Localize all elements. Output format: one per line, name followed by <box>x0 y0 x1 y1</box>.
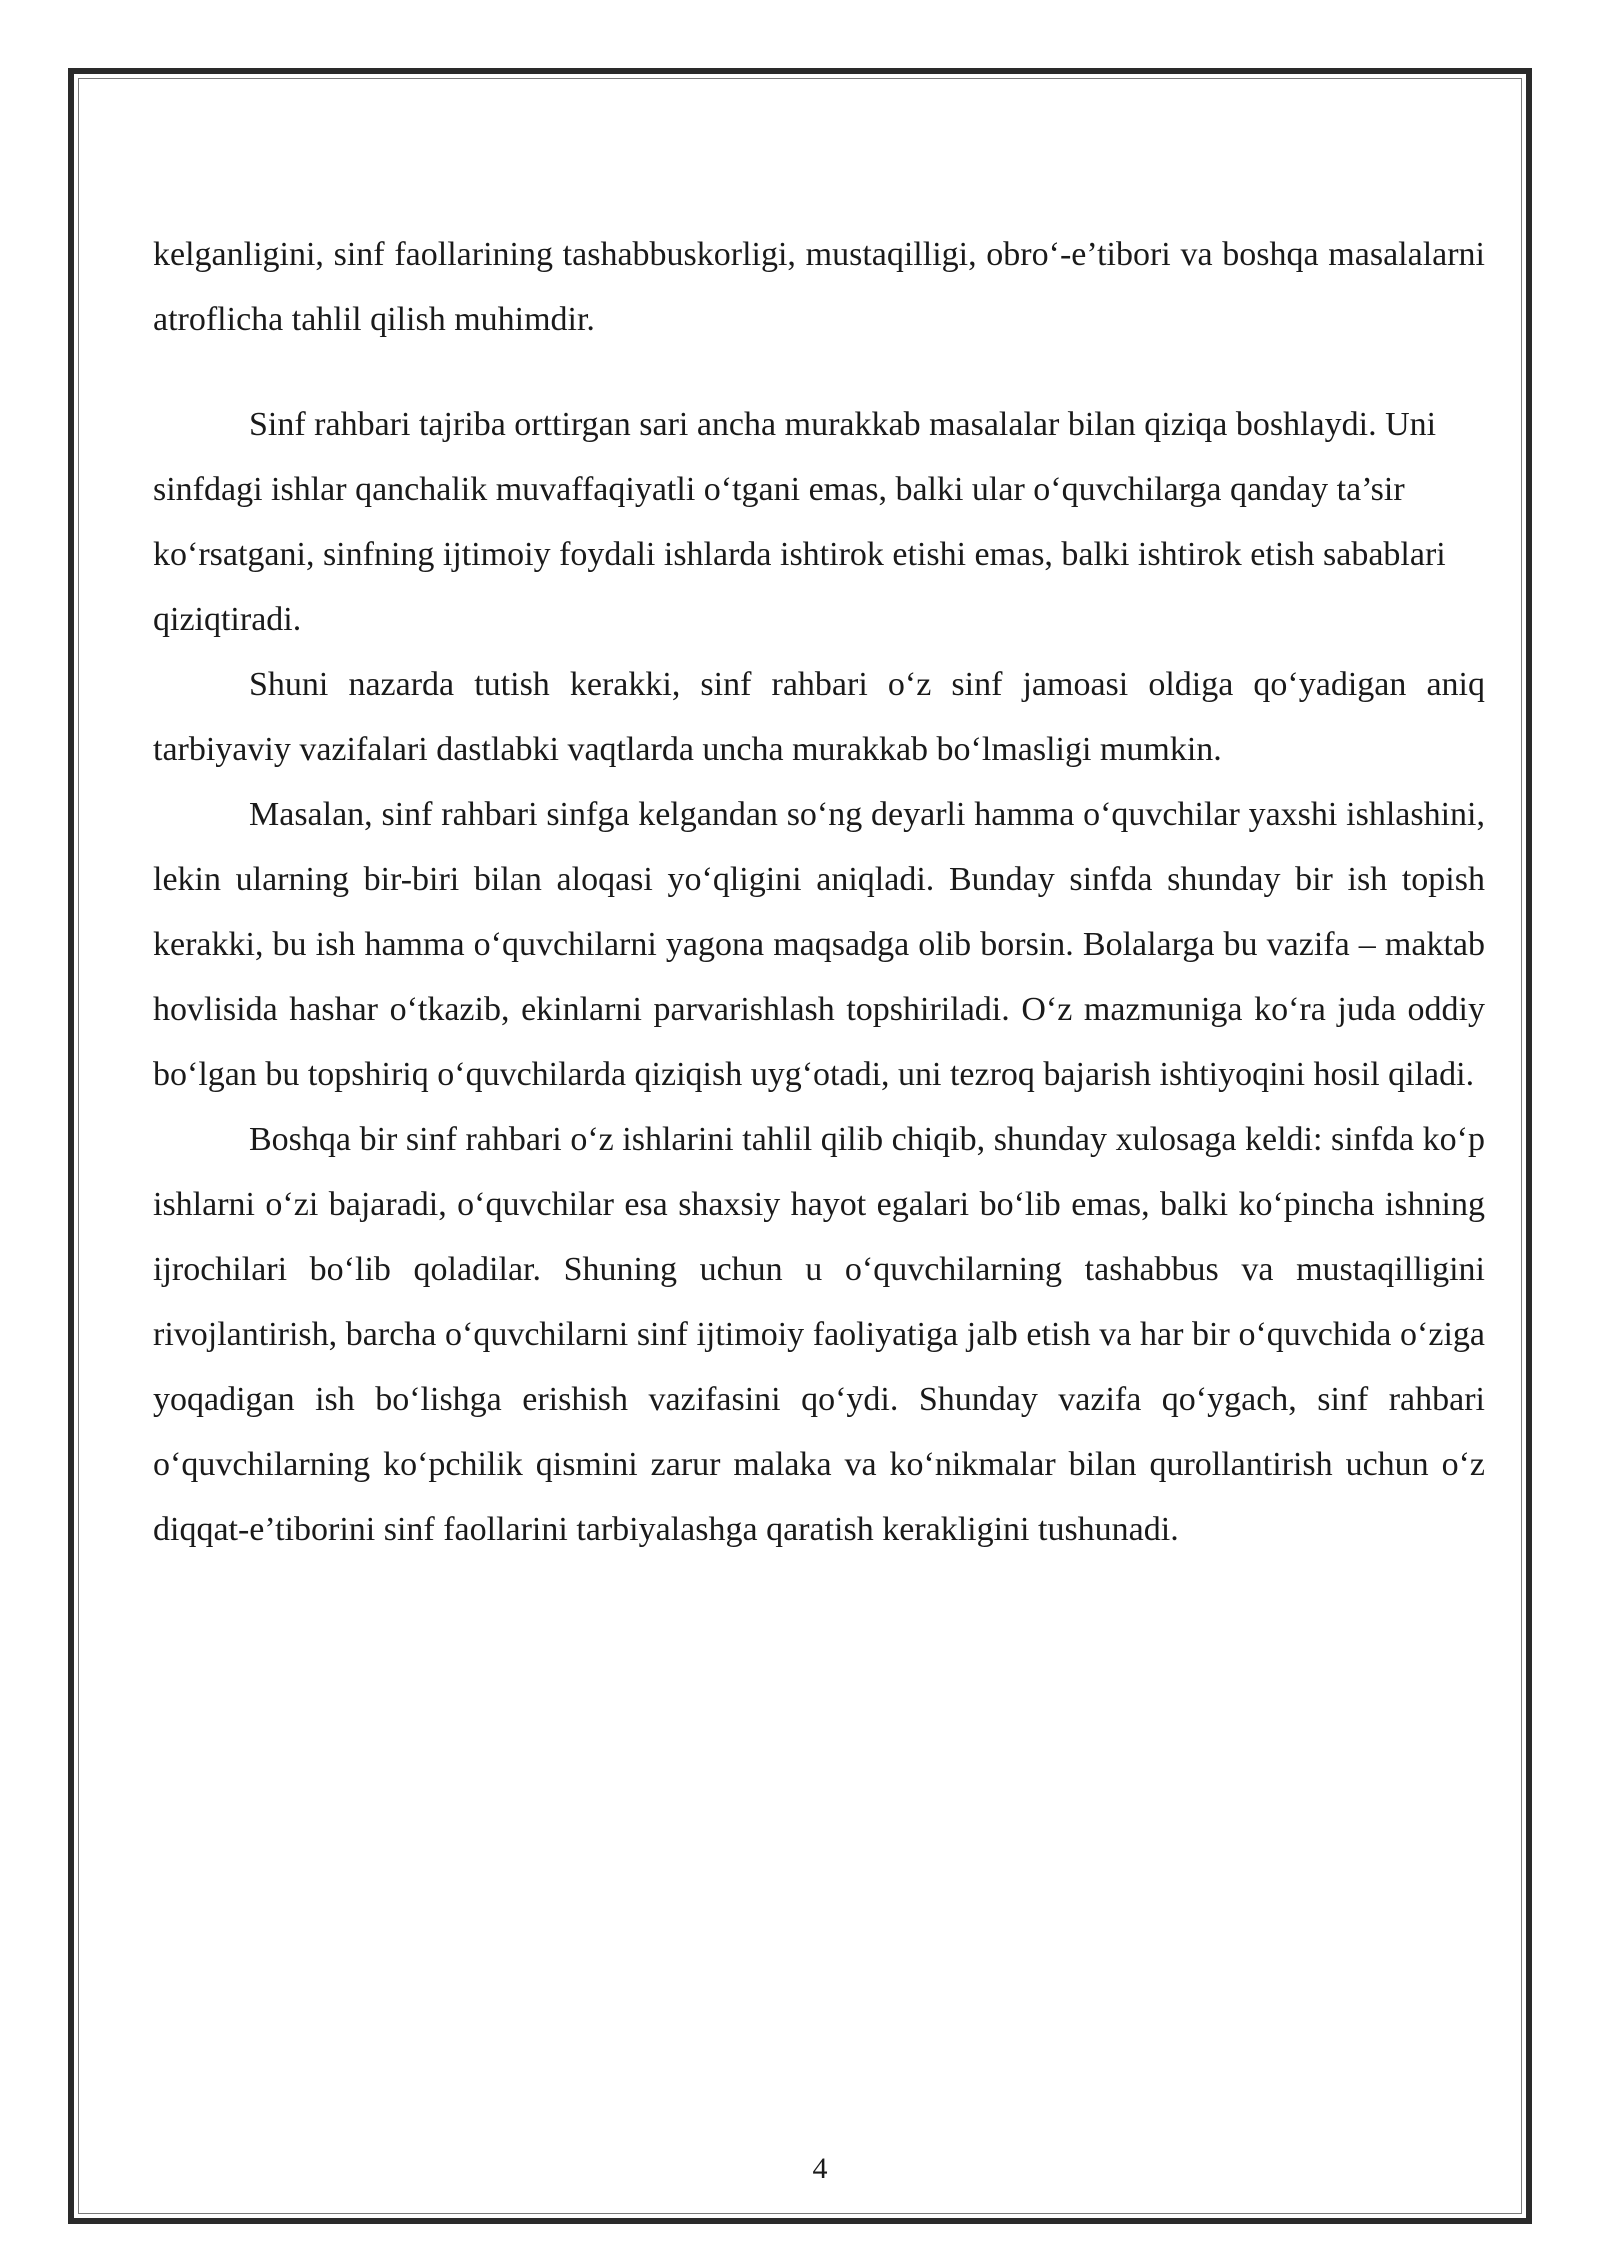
paragraph-class-leader-experience: Sinf rahbari tajriba orttirgan sari ancha murakkab masalalar bilan qiziqa boshlaydi. Uni sinfdagi ishlar qanchalik muvaffaqiyatli o‘tgani emas, balki ular o‘quvchilarga qanday ta’sir ko‘rsatgani, sinfning ijtimoiy foydali ishlarda ishtirok etishi emas, balki ishtirok etish sabablari qiziqtiradi. <box>153 406 1446 638</box>
paragraph-educational-tasks: Shuni nazarda tutish kerakki, sinf rahbari o‘z sinf jamoasi oldiga qo‘yadigan aniq tarbiyaviy vazifalari dastlabki vaqtlarda uncha murakkab bo‘lmasligi mumkin. <box>153 666 1485 768</box>
page-number: 4 <box>812 2152 828 2185</box>
document-body <box>153 222 1485 1562</box>
paragraph-another-leader: Boshqa bir sinf rahbari o‘z ishlarini tahlil qilib chiqib, shunday xulosaga keldi: sinfda ko‘p ishlarni o‘zi bajaradi, o‘quvchilar esa shaxsiy hayot egalari bo‘lib emas, balki ko‘pincha ishning ijrochilari bo‘lib qoladilar. Shuning uchun u o‘quvchilarning tashabbus va mustaqilligini rivojlantirish, barcha o‘quvchilarni sinf ijtimoiy faoliyatiga jalb etish va har bir o‘quvchida o‘ziga yoqadigan ish bo‘lishga erishish vazifasini qo‘ydi. Shunday vazifa qo‘ygach, sinf rahbari o‘quvchilarning ko‘pchilik qismini zarur malaka va ko‘nikmalar bilan qurollantirish uchun o‘z diqqat-e’tiborini sinf faollarini tarbiyalashga qaratish kerakligini tushunadi. <box>153 1121 1485 1548</box>
paragraph-example-hashar: Masalan, sinf rahbari sinfga kelgandan so‘ng deyarli hamma o‘quvchilar yaxshi ishlashini, lekin ularning bir-biri bilan aloqasi yo‘qligini aniqladi. Bunday sinfda shunday bir ish topish kerakki, bu ish hamma o‘quvchilarni yagona maqsadga olib borsin. Bolalarga bu vazifa – maktab hovlisida hashar o‘tkazib, ekinlarni parvarishlash topshiriladi. O‘z mazmuniga ko‘ra juda oddiy bo‘lgan bu topshiriq o‘quvchilarda qiziqish uyg‘otadi, uni tezroq bajarish ishtiyoqini hosil qiladi. <box>153 796 1485 1093</box>
paragraph-continuation: kelganligini, sinf faollarining tashabbuskorligi, mustaqilligi, obro‘-e’tibori va boshqa masalalarni atroflicha tahlil qilish muhimdir. <box>153 236 1485 338</box>
